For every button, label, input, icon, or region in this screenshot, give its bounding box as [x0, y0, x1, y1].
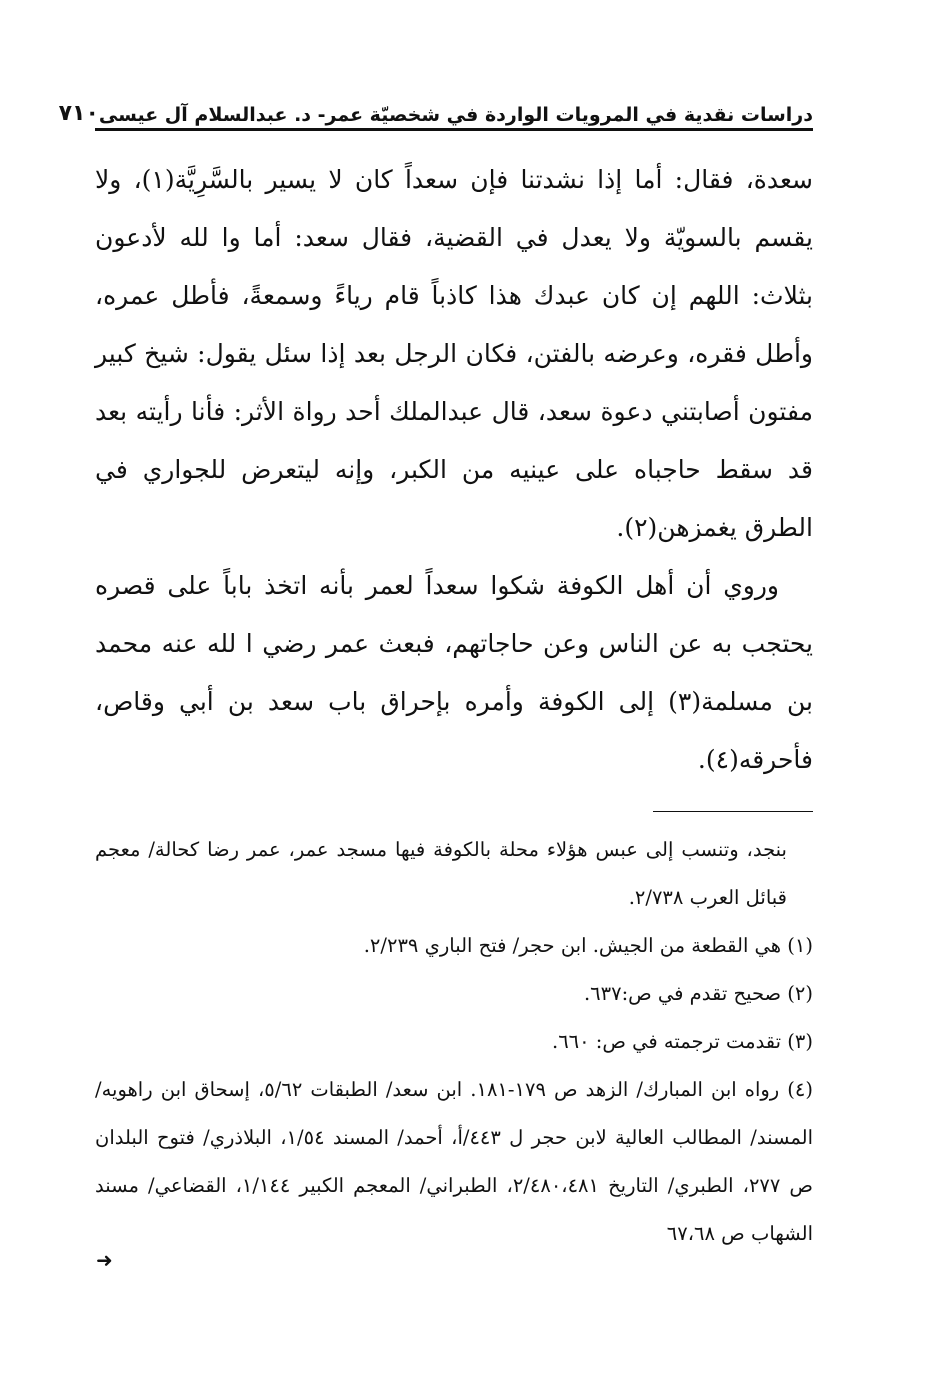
main-text — [95, 151, 813, 789]
main-paragraph-2: وروي أن أهل الكوفة شكوا سعداً لعمر بأنه اتخذ باباً على قصره يحتجب به عن الناس وعن حاجاتهم، فبعث عمر رضي ا لله عنه محمد بن مسلمة(٣) إلى الكوفة وأمره بإحراق باب سعد بن أبي وقاص، فأحرقه(٤). — [95, 571, 814, 774]
footnote-1: (١) هي القطعة من الجيش. ابن حجر/ فتح الباري ٢/٢٣٩. — [363, 934, 813, 957]
footnote-continued: بنجد، وتنسب إلى عبس هؤلاء محلة بالكوفة فيها مسجد عمر، عمر رضا كحالة/ معجم قبائل العرب ٢/٧٣٨. — [95, 838, 787, 909]
footnotes — [95, 826, 813, 1258]
footnote-4: (٤) رواه ابن المبارك/ الزهد ص ١٧٩-١٨١. ابن سعد/ الطبقات ٥/٦٢، إسحاق ابن راهويه/ المسند/ المطالب العالية لابن حجر ل ٤٤٣/أ، أحمد/ المسند ١/٥٤، البلاذري/ فتوح البلدان ص ٢٧٧، الطبري/ التاريخ ٢/٤٨٠،٤٨١، الطبراني/ المعجم الكبير ١/١٤٤، القضاعي/ مسند الشهاب ص ٦٧،٦٨ — [95, 1078, 814, 1245]
continue-arrow-icon: ➜ — [96, 1248, 113, 1272]
footnote-2: (٢) صحيح تقدم في ص:٦٣٧. — [583, 982, 813, 1005]
running-header — [58, 88, 813, 131]
footnote-separator — [653, 811, 813, 812]
main-paragraph-1: سعدة، فقال: أما إذا نشدتنا فإن سعداً كان لا يسير بالسَّرِيَّة(١)، ولا يقسم بالسويّة ولا يعدل في القضية، فقال سعد: أما وا لله لأدعون بثلاث: اللهم إن كان عبدك هذا كاذباً قام رياءً وسمعةً، فأطل عمره، وأطل فقره، وعرضه بالفتن، فكان الرجل بعد إذا سئل يقول: شيخ كبير مفتون أصابتني دعوة سعد، قال عبدالملك أحد رواة الأثر: فأنا رأيته بعد قد سقط حاجباه على عينيه من الكبر، وإنه ليتعرض للجواري في الطرق يغمزهن(٢). — [95, 165, 813, 542]
header-title: دراسات نقدية في المرويات الواردة في شخصيّة عمر- د. عبدالسلام آل عيسى — [98, 104, 813, 126]
page-number: ٧١٠ — [58, 101, 99, 126]
book-page — [58, 88, 814, 1258]
footnote-3: (٣) تقدمت ترجمته في ص: ٦٦٠. — [551, 1030, 813, 1053]
